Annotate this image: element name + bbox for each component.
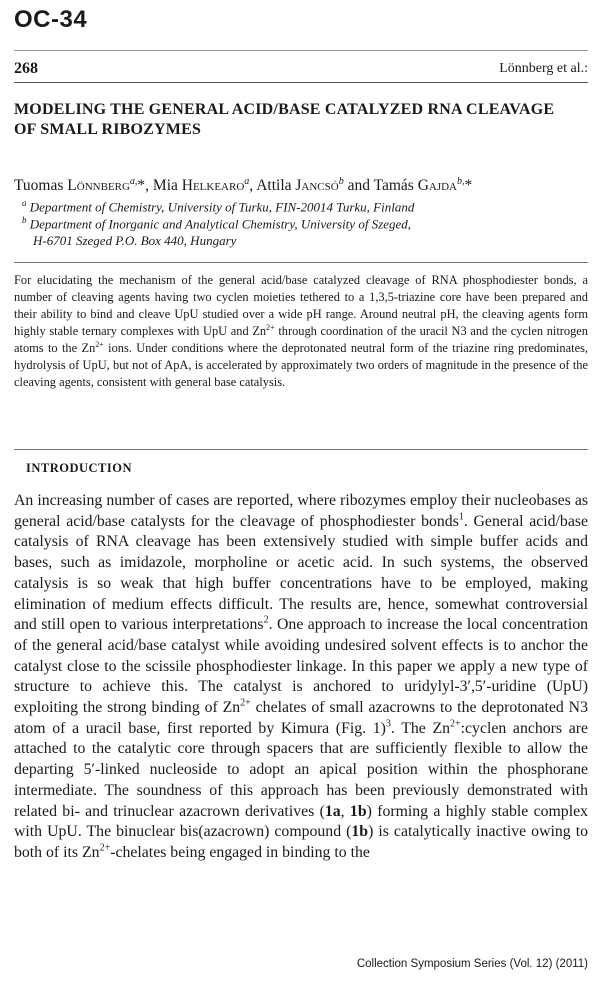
reference-mark[interactable]: 1 xyxy=(458,511,464,523)
author: Attila Jancsó$^b$ and xyxy=(256,176,374,195)
author: Tamás Gajda$^{b,}$* xyxy=(373,176,473,195)
page-number: 268 xyxy=(14,60,38,77)
abstract-text: For elucidating the mechanism of the general acid/base catalyzed cleavage of RNA phosphodiester bonds, a number of cleaving agents having two cyclen moieties tethered to a 1,3,5-triazine core have been prepared and their ability to bind and cleave UpU studied over a wide pH range. Around neutral pH, the cleaving agents form highly stable ternary complexes with UpU and $Zn^{2+}$ through coordination of the uracil N3 and the cyclen nitrogen atoms to the $Zn^{2+}$ ions. Under conditions where the deprotonated neutral form of the triazine ring predominates, hydrolysis of UpU, but not of ApA, is accelerated by approximately two orders of magnitude in the presence of the cleaving agents, consistent with general base catalysis. xyxy=(14,273,588,390)
author: Mia Helkearo$^a$, xyxy=(152,176,257,195)
header-divider xyxy=(14,50,588,51)
reference-mark[interactable]: 2 xyxy=(263,614,269,626)
title-line: MODELING THE GENERAL ACID/BASE CATALYZED RNA CLEAVAGE xyxy=(14,101,555,118)
abstract-code: OC-34 xyxy=(14,6,88,33)
section-heading: INTRODUCTION xyxy=(26,461,133,475)
header-rule xyxy=(14,82,588,83)
paper-title xyxy=(14,100,588,140)
affiliation-b: $^b$ Department of Inorganic and Analytical Chemistry, University of Szeged, H-6701 Szeged P.O. Box 440, Hungary xyxy=(22,215,412,249)
title-line: OF SMALL RIBOZYMES xyxy=(14,121,202,138)
footer-citation: Collection Symposium Series (Vol. 12) (2011) xyxy=(356,958,588,970)
introduction-text: An increasing number of cases are reported, where ribozymes employ their nucleobases as general acid/base catalysts for the cleavage of phosphodiester bonds$^1$. General acid/base catalysis of RNA cleavage has been extensively studied with simple buffer acids and bases, such as imidazole, morpholine or acetic acid. In such systems, the observed catalysis is so weak that high buffer concentrations have to be employed, making elimination of medium effects difficult. The results are, hence, somewhat controversial and still open to various interpretations$^2$. One approach to increase the local concentration of the general acid/base catalyst while avoiding undesired solvent effects is to anchor the catalyst close to the scissile phosphodiester linkage. In this paper we apply a new type of structure to achieve this. The catalyst is anchored to uridylyl-3′,5′-uridine (UpU) exploiting the strong binding of $Zn^{2+}$ chelates of small azacrowns to the deprotonated N3 atom of a uracil base, first reported by Kimura (Fig. 1)$^3$. The $Zn^{2+}:cyclen$ anchors are attached to the catalytic core through spacers that are sufficiently flexible to allow the departing 5′-linked nucleoside to adopt an apical position within the phosphorane intermediate. The soundness of this approach has been previously demonstrated with related bi- and trinuclear azacrown derivatives (1a, 1b) forming a highly stable complex with UpU. The binuclear bis(azacrown) compound (1b) is catalytically inactive owing to both of its $Zn^{2+}$-chelates being engaged in binding to the xyxy=(14,492,589,861)
running-head: Lönnberg et al.: xyxy=(499,61,588,76)
affiliation-a: $^a$ Department of Chemistry, University of Turku, FIN-20014 Turku, Finland xyxy=(22,198,415,215)
reference-mark[interactable]: 3 xyxy=(385,718,391,730)
author: Tuomas Lönnberg$^{a,}$*, xyxy=(14,176,153,195)
author-list xyxy=(14,172,588,196)
abstract-bottom-rule xyxy=(14,449,588,450)
abstract-top-rule xyxy=(14,262,588,263)
